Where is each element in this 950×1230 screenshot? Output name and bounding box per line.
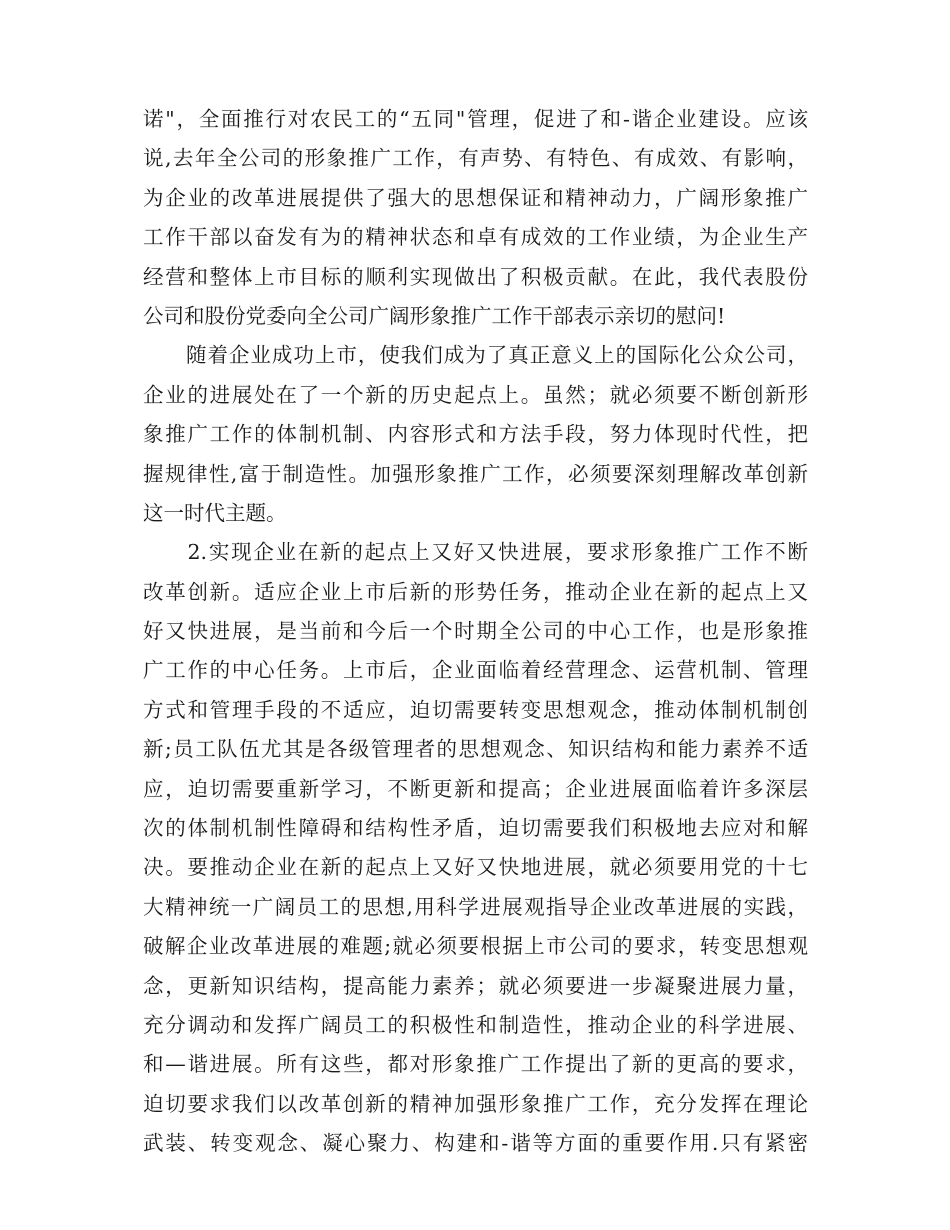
text-line: 次的体制机制性障碍和结构性矛盾，迫切需要我们积极地去应对和解: [143, 816, 808, 841]
text-line: 诺"，全面推行对农民工的“五同"管理，促进了和-谐企业建设。应该: [143, 107, 808, 131]
text-line: 企业的进展处在了一个新的历史起点上。虽然；就必须要不断创新形: [143, 382, 808, 407]
text-line: 改革创新。适应企业上市后新的形势任务，推动企业在新的起点上又: [143, 579, 808, 604]
text-line: 新;员工队伍尤其是各级管理者的思想观念、知识结构和能力素养不适: [143, 737, 808, 762]
text-line: 广工作的中心任务。上市后，企业面临着经营理念、运营机制、管理: [143, 658, 808, 683]
text-line: 应，迫切需要重新学习，不断更新和提高；企业进展面临着许多深层: [143, 776, 808, 801]
text-line: 念，更新知识结构，提高能力素养；就必须要进一步凝聚进展力量，: [143, 973, 808, 998]
text-line: 迫切要求我们以改革创新的精神加强形象推广工作，充分发挥在理论: [143, 1091, 808, 1116]
text-line: 象推广工作的体制机制、内容形式和方法手段，努力体现时代性，把: [143, 422, 808, 447]
text-line: 好又快进展，是当前和今后一个时期全公司的中心工作，也是形象推: [143, 619, 808, 644]
text-line: 握规律性,富于制造性。加强形象推广工作，必须要深刻理解改革创新: [143, 461, 808, 486]
text-line: 这一时代主题。: [143, 500, 287, 525]
text-line: 和—谐进展。所有这些，都对形象推广工作提出了新的更高的要求，: [143, 1052, 808, 1077]
text-line: 2.实现企业在新的起点上又好又快进展，要求形象推广工作不断: [143, 540, 808, 565]
text-line: 充分调动和发挥广阔员工的积极性和制造性，推动企业的科学进展、: [143, 1012, 808, 1037]
text-line: 破解企业改革进展的难题;就必须要根据上市公司的要求，转变思想观: [143, 934, 808, 959]
text-line: 公司和股份党委向全公司广阔形象推广工作干部表示亲切的慰问!: [143, 303, 726, 328]
text-line: 工作干部以奋发有为的精神状态和卓有成效的工作业绩，为企业生产: [143, 225, 808, 250]
text-line: 方式和管理手段的不适应，迫切需要转变思想观念，推动体制机制创: [143, 697, 808, 722]
text-line: 大精神统一广阔员工的思想,用科学进展观指导企业改革进展的实践，: [143, 894, 808, 919]
text-line: 武装、转变观念、凝心聚力、构建和-谐等方面的重要作用.只有紧密: [143, 1131, 808, 1156]
text-line: 经营和整体上市目标的顺利实现做出了积极贡献。在此，我代表股份: [143, 264, 808, 289]
text-line: 决。要推动企业在新的起点上又好又快地进展，就必须要用党的十七: [143, 855, 808, 880]
document-body: [143, 100, 808, 1164]
text-line: 为企业的改革进展提供了强大的思想保证和精神动力，广阔形象推广: [143, 185, 808, 210]
text-line: 随着企业成功上市，使我们成为了真正意义上的国际化公众公司，: [143, 343, 808, 368]
text-line: 说,去年全公司的形象推广工作，有声势、有特色、有成效、有影响，: [143, 146, 808, 171]
